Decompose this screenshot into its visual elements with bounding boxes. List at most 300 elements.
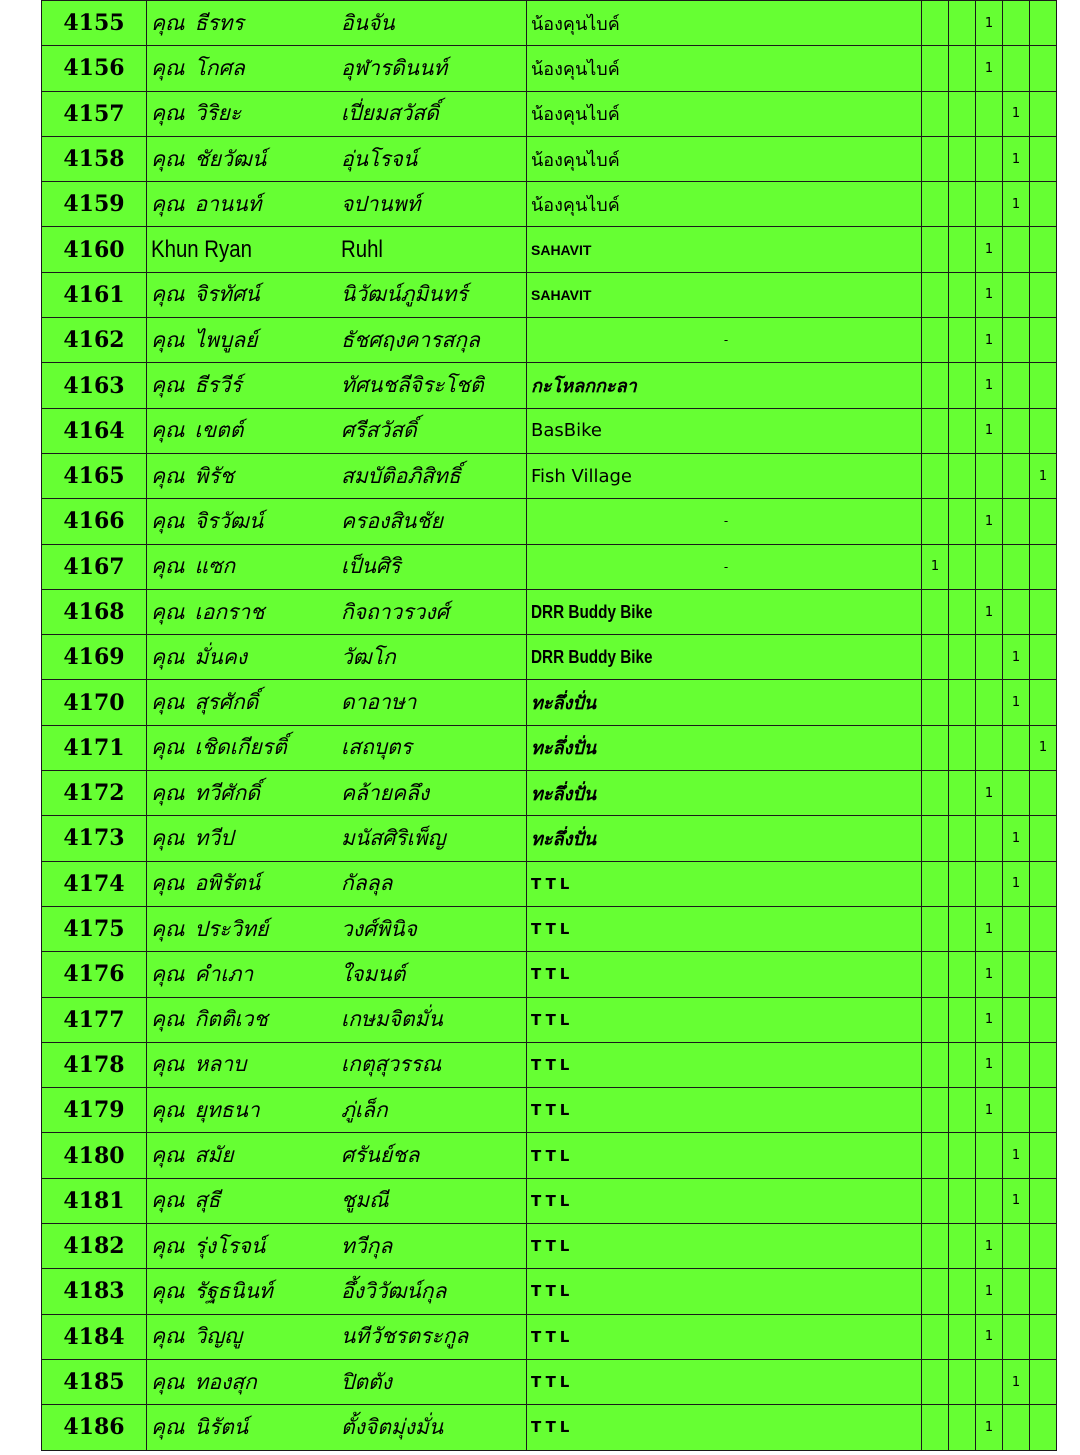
team-name: น้องคุนไบค์ [531,149,620,171]
table-row [42,1224,1057,1269]
last-name: สมบัติอภิสิทธิ์ [341,463,461,488]
name-prefix: คุณ [151,101,185,126]
category-2-mark [949,1405,976,1450]
last-name: อึ้งวิวัฒน์กุล [341,1278,447,1303]
table-row [42,861,1057,906]
category-2-mark [949,227,976,272]
category-5-mark [1030,816,1057,861]
category-5-mark [1030,771,1057,816]
first-name: กิตติเวช [194,1007,268,1032]
category-4-mark [1003,1314,1030,1359]
last-name-cell [341,771,527,816]
team-name: - [723,514,729,529]
last-name-cell [341,861,527,906]
category-5-mark [1030,1042,1057,1087]
name-prefix: คุณ [151,55,185,80]
last-name: ธัชศฤงคารสกุล [341,327,480,352]
category-2-mark [949,952,976,997]
bib-number: 4167 [42,544,147,589]
category-5-mark: 1 [1030,453,1057,498]
category-3-mark [976,816,1003,861]
category-3-mark: 1 [976,46,1003,91]
category-2-mark [949,272,976,317]
first-name: เขตต์ [194,418,244,443]
last-name-cell [341,816,527,861]
name-prefix: คุณ [151,1188,185,1213]
team-name: SAHAVIT [531,286,592,303]
category-3-mark: 1 [976,1088,1003,1133]
category-3-mark [976,680,1003,725]
category-5-mark [1030,997,1057,1042]
table-row [42,318,1057,363]
bib-number: 4175 [42,906,147,951]
team-cell [527,46,922,91]
bib-number: 4155 [42,1,147,46]
category-1-mark [922,1042,949,1087]
team-cell [527,499,922,544]
category-4-mark: 1 [1003,182,1030,227]
team-cell [527,182,922,227]
category-2-mark [949,136,976,181]
last-name-cell [341,1359,527,1404]
category-2-mark [949,182,976,227]
category-2-mark [949,91,976,136]
category-3-mark [976,861,1003,906]
category-1-mark [922,1359,949,1404]
last-name: ใจมนต์ [341,961,406,986]
last-name: จปานพท์ [341,191,421,216]
last-name-cell [341,952,527,997]
first-name-cell [147,1133,342,1178]
last-name: เปี่ยมสวัสดิ์ [341,101,439,126]
first-name-cell [147,136,342,181]
name-prefix: คุณ [151,825,185,850]
bib-number: 4180 [42,1133,147,1178]
team-name: - [723,333,729,348]
table-row [42,1178,1057,1223]
name-prefix: คุณ [151,916,185,941]
bib-number: 4181 [42,1178,147,1223]
team-name: TTL [531,1191,574,1210]
last-name-cell [341,1,527,46]
team-name: น้องคุนไบค์ [531,58,620,80]
last-name: ตั้งจิตมุ่งมั่น [341,1414,444,1439]
name-prefix: คุณ [151,1052,185,1077]
category-4-mark [1003,589,1030,634]
name-prefix: คุณ [151,735,185,760]
table-row [42,136,1057,181]
first-name-cell [147,816,342,861]
first-name-cell [147,1088,342,1133]
last-name: คล้ายคลึง [341,780,430,805]
category-1-mark [922,1133,949,1178]
category-4-mark [1003,544,1030,589]
category-1-mark [922,46,949,91]
last-name-cell [341,1178,527,1223]
category-5-mark [1030,906,1057,951]
category-3-mark [976,1178,1003,1223]
category-2-mark [949,1088,976,1133]
team-name: - [723,559,729,574]
bib-number: 4172 [42,771,147,816]
team-cell [527,453,922,498]
category-3-mark: 1 [976,997,1003,1042]
category-3-mark [976,544,1003,589]
category-1-mark [922,725,949,770]
category-2-mark [949,408,976,453]
category-1-mark [922,318,949,363]
category-5-mark [1030,1,1057,46]
category-3-mark [976,1133,1003,1178]
team-cell [527,1088,922,1133]
first-name-cell [147,363,342,408]
team-cell [527,136,922,181]
name-prefix: คุณ [151,780,185,805]
team-cell [527,1178,922,1223]
category-4-mark: 1 [1003,91,1030,136]
bib-number: 4162 [42,318,147,363]
category-2-mark [949,46,976,91]
name-prefix: คุณ [151,508,185,533]
table-row [42,182,1057,227]
category-5-mark [1030,1088,1057,1133]
first-name-cell [147,680,342,725]
first-name-cell [147,182,342,227]
category-1-mark [922,227,949,272]
category-4-mark [1003,771,1030,816]
first-name: มั่นคง [194,644,248,669]
first-name-cell [147,861,342,906]
last-name-cell [341,1269,527,1314]
first-name-cell [147,952,342,997]
table-row [42,589,1057,634]
category-2-mark [949,1224,976,1269]
name-prefix: คุณ [151,1007,185,1032]
category-5-mark [1030,182,1057,227]
participant-table [41,0,1057,1451]
team-name: TTL [531,1327,574,1346]
first-name: ยุทธนา [194,1097,260,1122]
category-1-mark [922,1405,949,1450]
team-cell [527,816,922,861]
name-prefix: คุณ [151,599,185,624]
table-row [42,408,1057,453]
table-row [42,46,1057,91]
team-cell [527,635,922,680]
last-name-cell [341,363,527,408]
category-5-mark [1030,861,1057,906]
first-name-cell [147,635,342,680]
first-name: สุธี [194,1188,221,1213]
bib-number: 4182 [42,1224,147,1269]
last-name: อุ่นโรจน์ [341,146,418,171]
team-name: ทะลึ่งปั่น [531,783,597,805]
category-4-mark [1003,499,1030,544]
team-name: BasBike [531,420,602,442]
team-name: TTL [531,1373,574,1392]
table-row [42,227,1057,272]
category-3-mark [976,635,1003,680]
team-name: TTL [531,1237,574,1256]
category-5-mark [1030,544,1057,589]
category-4-mark [1003,46,1030,91]
bib-number: 4163 [42,363,147,408]
table-row [42,453,1057,498]
category-1-mark [922,635,949,680]
bib-number: 4157 [42,91,147,136]
last-name: นทีวัชรตระกูล [341,1324,469,1349]
category-4-mark: 1 [1003,680,1030,725]
last-name-cell [341,635,527,680]
category-5-mark [1030,408,1057,453]
last-name: Ruhl [341,235,383,263]
last-name: กิจถาวรวงศ์ [341,599,449,624]
team-name: TTL [531,1146,574,1165]
category-1-mark [922,272,949,317]
category-1-mark [922,1314,949,1359]
name-prefix: คุณ [151,961,185,986]
last-name: ชูมณี [341,1188,389,1213]
category-5-mark [1030,635,1057,680]
category-5-mark [1030,952,1057,997]
category-1-mark [922,453,949,498]
category-4-mark [1003,272,1030,317]
category-3-mark: 1 [976,272,1003,317]
category-1-mark: 1 [922,544,949,589]
category-1-mark [922,1088,949,1133]
category-3-mark: 1 [976,318,1003,363]
first-name: เอกราช [194,599,265,624]
category-2-mark [949,1133,976,1178]
last-name-cell [341,680,527,725]
category-5-mark [1030,1359,1057,1404]
bib-number: 4160 [42,227,147,272]
first-name: รัฐธนินท์ [194,1278,273,1303]
team-cell [527,1359,922,1404]
team-name: TTL [531,920,574,939]
table-row [42,635,1057,680]
category-5-mark [1030,499,1057,544]
last-name-cell [341,453,527,498]
team-name: TTL [531,1418,574,1437]
team-name: TTL [531,1055,574,1074]
category-4-mark [1003,997,1030,1042]
category-3-mark: 1 [976,1314,1003,1359]
last-name-cell [341,318,527,363]
bib-number: 4186 [42,1405,147,1450]
category-1-mark [922,680,949,725]
category-4-mark [1003,952,1030,997]
first-name: สุรศักดิ์ [194,690,259,715]
team-cell [527,318,922,363]
team-cell [527,544,922,589]
category-1-mark [922,136,949,181]
category-5-mark [1030,227,1057,272]
bib-number: 4183 [42,1269,147,1314]
name-prefix: คุณ [151,10,185,35]
category-2-mark [949,1269,976,1314]
team-cell [527,1314,922,1359]
bib-number: 4174 [42,861,147,906]
name-prefix: คุณ [151,1097,185,1122]
last-name: อินจัน [341,10,395,35]
category-4-mark: 1 [1003,136,1030,181]
first-name: ไพบูลย์ [194,327,258,352]
name-prefix: คุณ [151,373,185,398]
last-name: เสถบุตร [341,735,412,760]
category-2-mark [949,997,976,1042]
name-prefix: คุณ [151,327,185,352]
bib-number: 4159 [42,182,147,227]
team-name: ทะลึ่งปั่น [531,828,597,850]
table-row [42,499,1057,544]
table-row [42,1,1057,46]
last-name-cell [341,1088,527,1133]
name-prefix: คุณ [151,871,185,896]
category-4-mark [1003,408,1030,453]
category-1-mark [922,91,949,136]
name-prefix: คุณ [151,644,185,669]
team-cell [527,272,922,317]
category-3-mark [976,182,1003,227]
category-3-mark [976,453,1003,498]
first-name: สมัย [194,1143,234,1168]
first-name: จิรวัฒน์ [194,508,264,533]
bib-number: 4158 [42,136,147,181]
bib-number: 4165 [42,453,147,498]
category-2-mark [949,906,976,951]
category-3-mark: 1 [976,952,1003,997]
category-4-mark: 1 [1003,635,1030,680]
category-3-mark [976,91,1003,136]
last-name-cell [341,1042,527,1087]
category-3-mark: 1 [976,906,1003,951]
category-1-mark [922,589,949,634]
name-prefix: คุณ [151,690,185,715]
first-name-cell [147,1314,342,1359]
first-name-cell [147,1042,342,1087]
table-row [42,1133,1057,1178]
category-2-mark [949,635,976,680]
table-row [42,1269,1057,1314]
category-4-mark [1003,1405,1030,1450]
category-2-mark [949,1178,976,1223]
category-3-mark: 1 [976,1405,1003,1450]
last-name: นิวัฒน์ภูมินทร์ [341,282,468,307]
category-1-mark [922,906,949,951]
category-4-mark [1003,1088,1030,1133]
category-1-mark [922,182,949,227]
category-2-mark [949,499,976,544]
team-cell [527,91,922,136]
team-cell [527,997,922,1042]
category-4-mark: 1 [1003,1133,1030,1178]
last-name-cell [341,906,527,951]
first-name: ชัยวัฒน์ [194,146,267,171]
team-cell [527,1405,922,1450]
category-1-mark [922,861,949,906]
table-row [42,272,1057,317]
team-cell [527,1,922,46]
first-name-cell [147,725,342,770]
last-name: ทวีกุล [341,1233,393,1258]
bib-number: 4161 [42,272,147,317]
name-prefix: คุณ [151,1414,185,1439]
bib-number: 4169 [42,635,147,680]
team-cell [527,1269,922,1314]
category-5-mark [1030,1178,1057,1223]
name-prefix: คุณ [151,282,185,307]
first-name-cell [147,589,342,634]
category-5-mark [1030,1314,1057,1359]
category-2-mark [949,363,976,408]
table-row [42,1314,1057,1359]
category-2-mark [949,680,976,725]
name-prefix: คุณ [151,1278,185,1303]
last-name: อุฬารดินนท์ [341,55,448,80]
team-name: ทะลึ่งปั่น [531,738,597,760]
first-name: หลาบ [194,1052,247,1077]
team-cell [527,1133,922,1178]
bib-number: 4168 [42,589,147,634]
table-row [42,91,1057,136]
first-name: จิรทัศน์ [194,282,260,307]
first-name: พิรัช [194,463,234,488]
table-row [42,1405,1057,1450]
category-5-mark [1030,363,1057,408]
team-cell [527,589,922,634]
first-name: อานนท์ [194,191,262,216]
category-1-mark [922,1,949,46]
category-3-mark [976,1359,1003,1404]
bib-number: 4156 [42,46,147,91]
first-name-cell [147,499,342,544]
team-name: TTL [531,1010,574,1029]
category-1-mark [922,408,949,453]
team-cell [527,227,922,272]
team-cell [527,1224,922,1269]
first-name: วิญญู [194,1324,243,1349]
category-2-mark [949,771,976,816]
table-row [42,952,1057,997]
first-name: ประวิทย์ [194,916,269,941]
last-name: ดาอาษา [341,690,417,715]
first-name-cell [147,1224,342,1269]
first-name-cell [147,408,342,453]
category-5-mark [1030,46,1057,91]
first-name-cell [147,1405,342,1450]
category-4-mark [1003,1269,1030,1314]
first-name: นิรัตน์ [194,1414,249,1439]
participant-table-body [42,1,1057,1451]
last-name: ทัศนชลีจิระโชติ [341,373,484,398]
category-3-mark: 1 [976,771,1003,816]
team-cell [527,952,922,997]
bib-number: 4173 [42,816,147,861]
name-prefix: คุณ [151,146,185,171]
team-cell [527,725,922,770]
name-prefix: คุณ [151,191,185,216]
first-name-cell [147,771,342,816]
team-name: TTL [531,1101,574,1120]
first-name-cell [147,272,342,317]
category-2-mark [949,861,976,906]
last-name-cell [341,182,527,227]
last-name: ภู่เล็ก [341,1097,388,1122]
category-3-mark: 1 [976,227,1003,272]
category-5-mark [1030,1269,1057,1314]
category-5-mark [1030,136,1057,181]
